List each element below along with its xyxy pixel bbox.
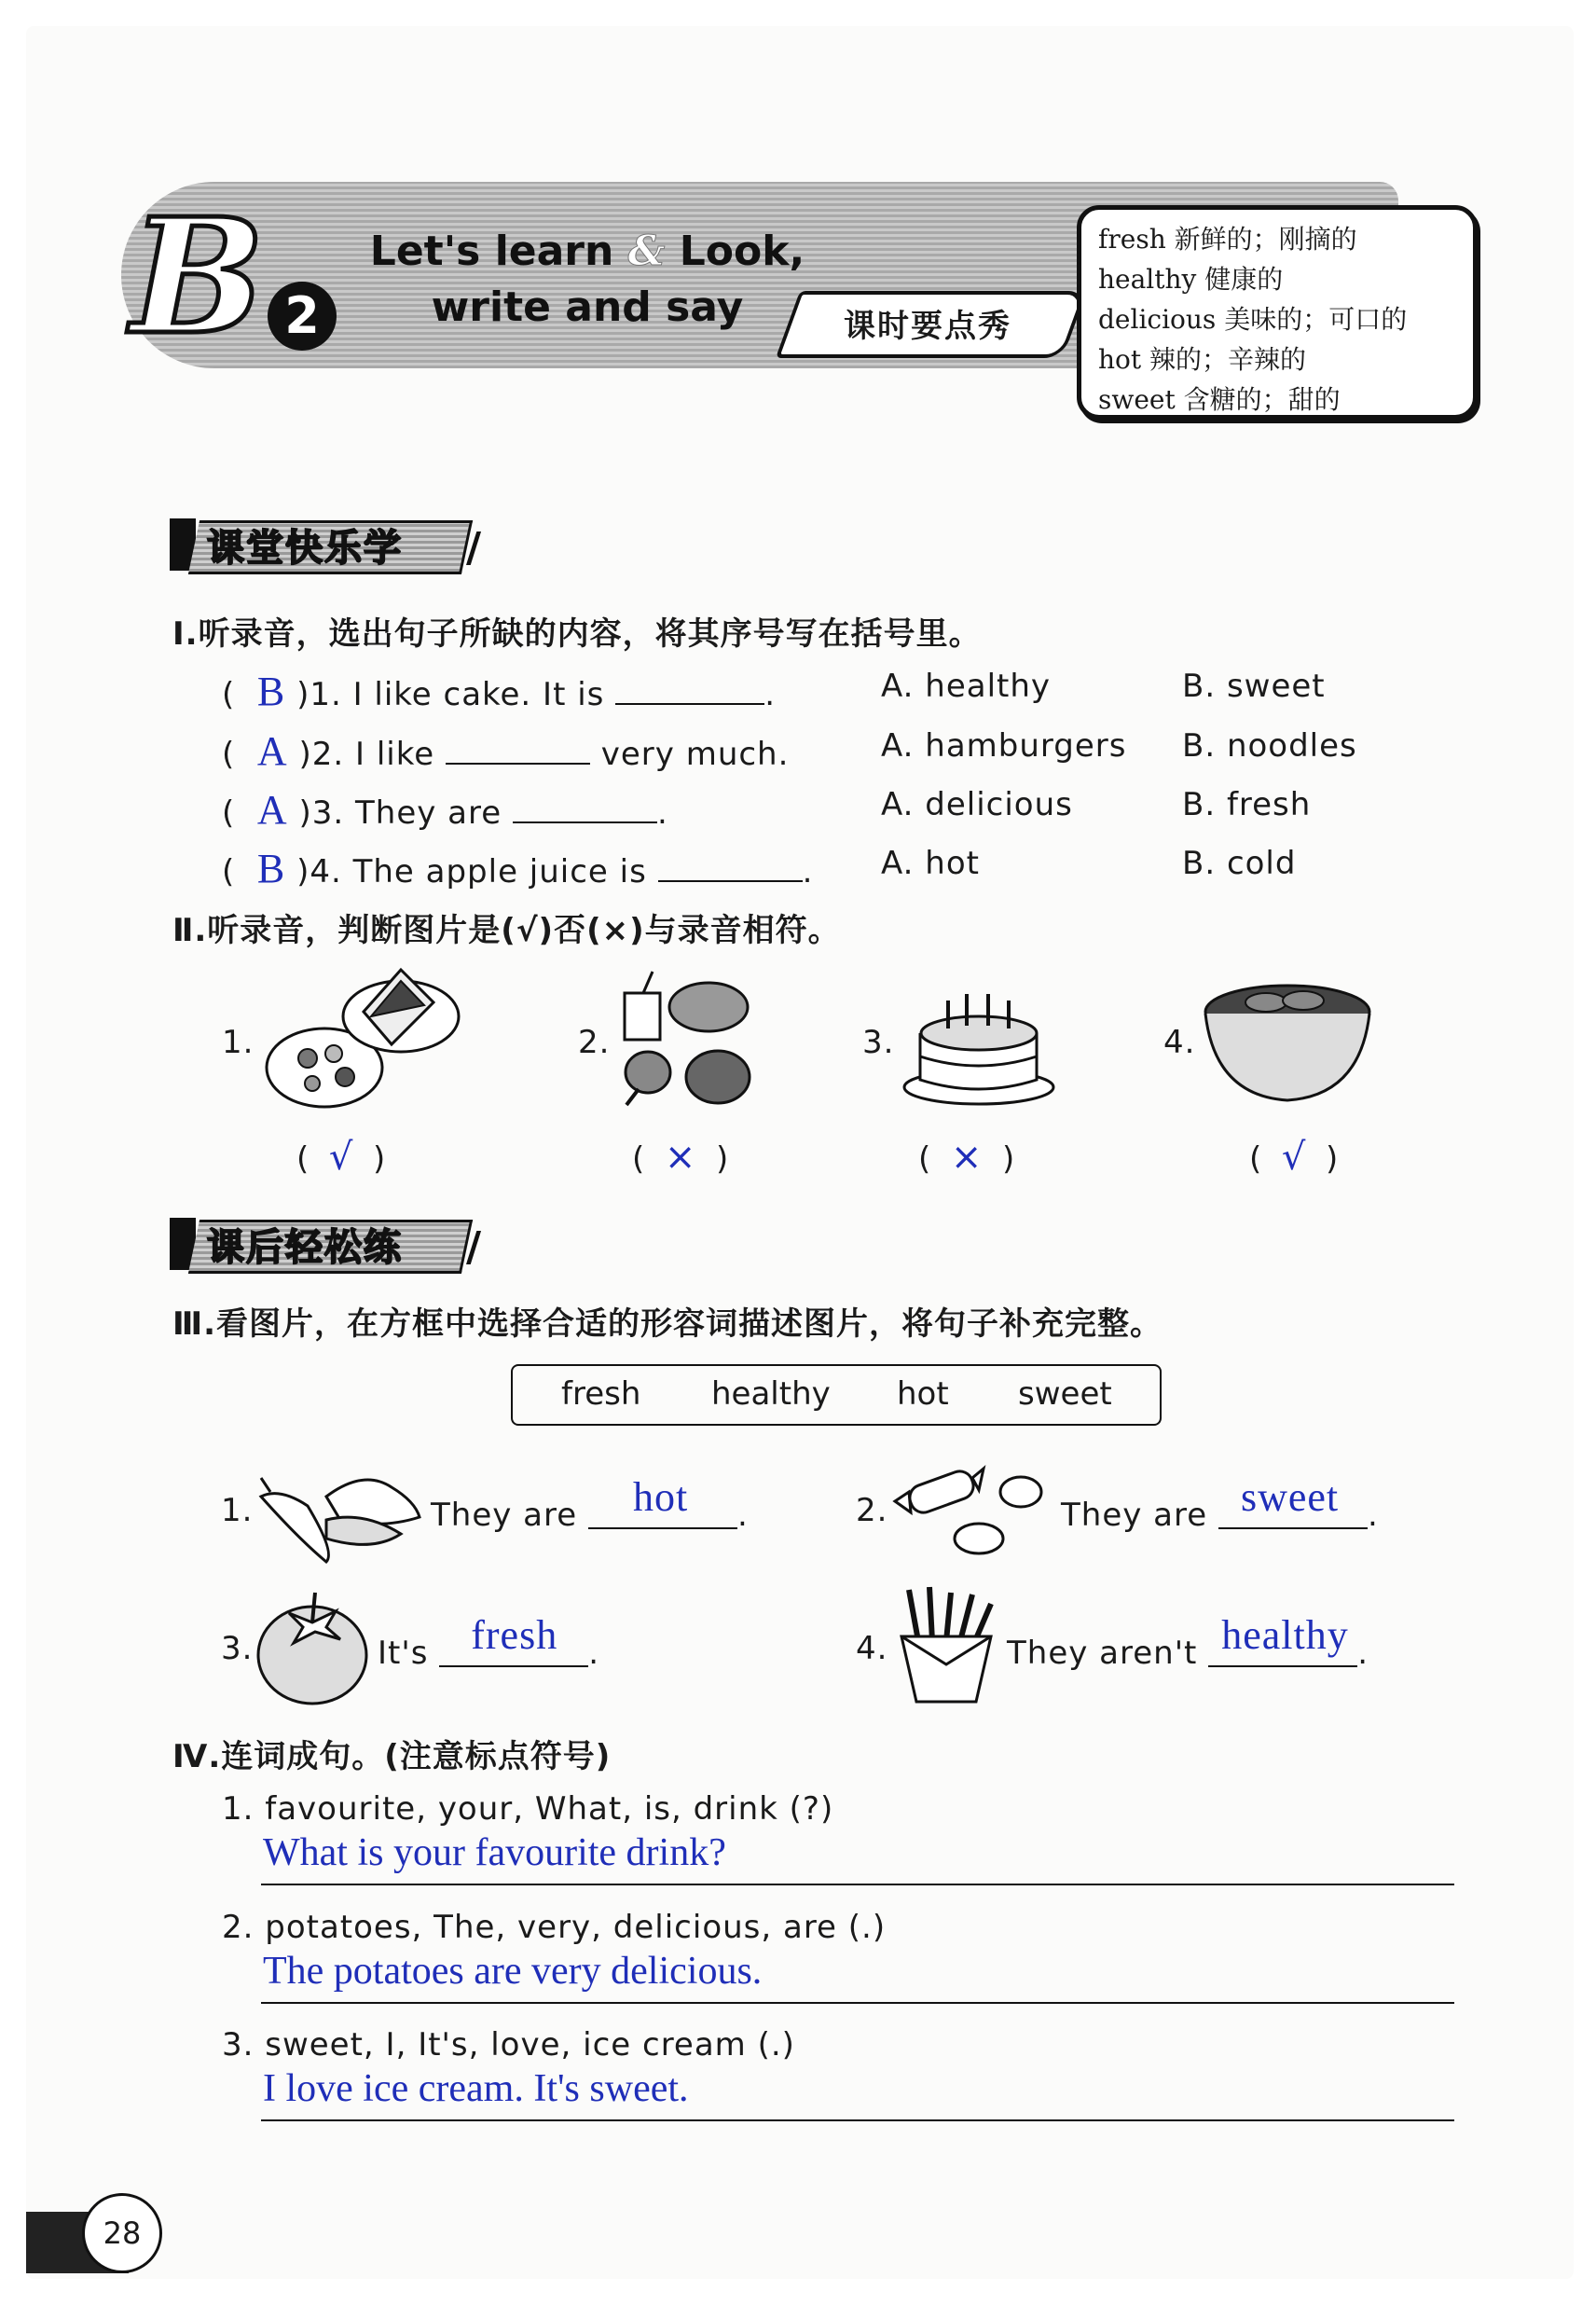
tomato-icon — [252, 1585, 373, 1706]
q1-suffix: . — [656, 794, 668, 832]
word-bank-item: sweet — [1018, 1375, 1112, 1413]
q2-number: 3. — [862, 1024, 895, 1061]
q3-number: 1. — [221, 1492, 254, 1529]
chili-pepper-icon — [252, 1450, 429, 1567]
section-header-classroom: 课堂快乐学 / — [170, 515, 477, 573]
q3-text: They are — [1061, 1497, 1208, 1534]
word-bank-item: fresh — [561, 1375, 641, 1413]
q4-prompt: 1. favourite, your, What, is, drink (?) — [222, 1790, 834, 1828]
q2-mark: √ — [1281, 1136, 1306, 1179]
q1-item-4: ( B )4. The apple juice is . — [222, 846, 814, 891]
q3-answer: hot — [632, 1474, 689, 1520]
question-1-heading: Ⅰ.听录音，选出句子所缺的内容，将其序号写在括号里。 — [172, 615, 982, 653]
q2-mark: √ — [328, 1136, 353, 1179]
section-title: 课后轻松练 — [207, 1226, 403, 1269]
q1-suffix: . — [764, 676, 776, 713]
q1-answer: A — [256, 728, 288, 774]
lesson-number-badge: 2 — [268, 282, 337, 351]
q4-prompt: 3. sweet, I, It's, love, ice cream (.) — [222, 2026, 795, 2063]
title-part-2: Look, — [679, 228, 805, 275]
word-bank-item: healthy — [711, 1375, 831, 1413]
q4-prompt: 2. potatoes, The, very, delicious, are (.) — [222, 1909, 887, 1946]
q1-answer: B — [256, 669, 286, 714]
q3-number: 4. — [856, 1630, 888, 1667]
candy-icon — [890, 1455, 1058, 1562]
q1-text: )2. I like — [298, 736, 435, 773]
q2-number: 4. — [1163, 1024, 1196, 1061]
salad-sandwich-icon — [261, 960, 466, 1124]
q1-item-3: ( A )3. They are . — [222, 787, 668, 833]
lesson-title — [345, 224, 830, 336]
vocab-line: sweet 含糖的；甜的 — [1098, 384, 1341, 415]
q3-text: They are — [431, 1497, 578, 1534]
q1-option-a: A. healthy — [881, 668, 1052, 705]
title-line-2: write and say — [431, 283, 744, 331]
unit-letter: B — [131, 184, 265, 370]
q1-option-b: B. fresh — [1182, 786, 1312, 823]
title-ampersand: & — [627, 228, 666, 275]
q1-suffix: very much. — [600, 736, 790, 773]
q1-text: )1. I like cake. It is — [296, 676, 605, 713]
q4-answer: The potatoes are very delicious. — [263, 1950, 763, 1993]
noodle-bowl-icon — [1201, 974, 1374, 1105]
question-2-heading: Ⅱ.听录音，判断图片是(√)否(×)与录音相符。 — [172, 912, 841, 949]
q3-number: 3. — [221, 1630, 254, 1667]
q3-answer: fresh — [471, 1612, 558, 1658]
word-bank-box — [511, 1364, 1162, 1426]
fast-food-icon — [615, 970, 755, 1110]
page-number: 28 — [82, 2193, 162, 2273]
vocab-line: fresh 新鲜的；刚摘的 — [1098, 224, 1357, 255]
q4-answer: What is your favourite drink? — [263, 1831, 726, 1874]
q2-answer-2: ( × ) — [632, 1136, 729, 1179]
q2-number: 2. — [578, 1024, 611, 1061]
q3-text: They aren't — [1007, 1635, 1198, 1672]
word-bank-item: hot — [897, 1375, 949, 1413]
q1-item-1: ( B )1. I like cake. It is . — [222, 669, 776, 714]
vocab-line: hot 辣的；辛辣的 — [1098, 344, 1307, 375]
q4-answer: I love ice cream. It's sweet. — [263, 2067, 689, 2110]
q1-option-b: B. cold — [1182, 845, 1297, 882]
q2-number: 1. — [222, 1024, 255, 1061]
q3-number: 2. — [856, 1492, 888, 1529]
birthday-cake-icon — [897, 977, 1060, 1108]
section-title: 课堂快乐学 — [207, 527, 403, 570]
q1-option-a: A. hamburgers — [881, 727, 1127, 765]
q1-text: )3. They are — [298, 794, 502, 832]
q2-answer-3: ( × ) — [918, 1136, 1015, 1179]
key-points-tag: 课时要点秀 — [844, 308, 1011, 345]
vocab-line: healthy 健康的 — [1098, 264, 1284, 295]
q1-answer: B — [256, 846, 286, 891]
answer-line — [261, 2002, 1454, 2004]
q2-answer-1: ( √ ) — [296, 1136, 386, 1179]
q1-option-b: B. sweet — [1182, 668, 1326, 705]
question-4-heading: Ⅳ.连词成句。(注意标点符号) — [172, 1738, 612, 1775]
q2-mark: × — [664, 1136, 696, 1179]
title-part-1: Let's learn — [369, 228, 614, 275]
q1-option-a: A. delicious — [881, 786, 1073, 823]
q1-suffix: . — [802, 853, 814, 890]
q1-option-b: B. noodles — [1182, 727, 1357, 765]
q2-mark: × — [950, 1136, 983, 1179]
q1-item-2: ( A )2. I like very much. — [222, 728, 790, 774]
q1-option-a: A. hot — [881, 845, 980, 882]
vocab-line: delicious 美味的；可口的 — [1098, 304, 1408, 335]
q3-answer: healthy — [1221, 1612, 1349, 1658]
q3-answer: sweet — [1240, 1474, 1340, 1520]
q3-sentence-1: They are hot . — [431, 1474, 749, 1534]
q1-answer: A — [256, 787, 288, 833]
q3-text: It's — [378, 1635, 429, 1672]
answer-line — [261, 2119, 1454, 2121]
vocabulary-box — [1077, 205, 1478, 420]
q3-sentence-4: They aren't healthy . — [1007, 1612, 1369, 1672]
french-fries-icon — [890, 1585, 1002, 1706]
answer-line — [261, 1884, 1454, 1885]
section-header-after-class: 课后轻松练 / — [170, 1214, 477, 1272]
question-3-heading: Ⅲ.看图片，在方框中选择合适的形容词描述图片，将句子补充完整。 — [172, 1305, 1163, 1343]
q2-answer-4: ( √ ) — [1249, 1136, 1339, 1179]
q3-sentence-3: It's fresh . — [378, 1612, 600, 1672]
q3-sentence-2: They are sweet . — [1061, 1474, 1379, 1534]
q1-text: )4. The apple juice is — [296, 853, 647, 890]
